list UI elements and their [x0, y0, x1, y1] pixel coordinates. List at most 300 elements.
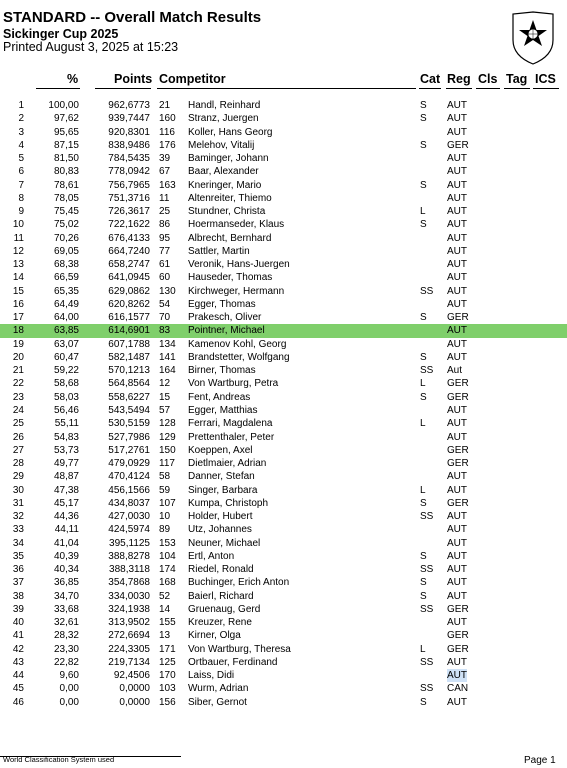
- competitor-name-cell: Von Wartburg, Petra: [188, 378, 279, 390]
- table-row[interactable]: [0, 192, 567, 205]
- table-row[interactable]: [0, 629, 567, 642]
- header-underline: [419, 88, 441, 89]
- table-row[interactable]: [0, 404, 567, 417]
- match-name: Sickinger Cup 2025: [3, 27, 119, 41]
- category-cell: S: [420, 577, 427, 589]
- region-cell: AUT: [447, 351, 467, 363]
- points-cell: 616,1577: [108, 312, 150, 324]
- category-cell: SS: [420, 683, 434, 695]
- category-cell: S: [420, 590, 427, 602]
- points-cell: 354,7868: [108, 577, 150, 589]
- table-row[interactable]: [0, 165, 567, 178]
- category-cell: L: [420, 484, 426, 496]
- percent-cell: 80,83: [53, 166, 79, 178]
- table-row[interactable]: [0, 377, 567, 390]
- competitor-name-cell: Baierl, Richard: [188, 590, 254, 602]
- region-cell: AUT: [447, 272, 467, 284]
- region-cell: AUT: [447, 245, 467, 257]
- category-cell: S: [420, 312, 427, 324]
- category-cell: SS: [420, 656, 434, 668]
- rank-cell: 1: [18, 100, 24, 111]
- category-cell: L: [420, 378, 426, 390]
- table-row[interactable]: [0, 245, 567, 258]
- table-row[interactable]: [0, 603, 567, 616]
- region-cell: AUT: [447, 338, 467, 350]
- category-cell: SS: [420, 511, 434, 523]
- competitor-name-cell: Kirner, Olga: [188, 630, 241, 642]
- header-underline: [504, 88, 530, 89]
- region-cell: Aut: [447, 365, 463, 377]
- points-cell: 272,6694: [108, 630, 150, 642]
- rank-cell: 11: [13, 232, 24, 244]
- points-cell: 219,7134: [108, 656, 150, 668]
- table-row[interactable]: [0, 298, 567, 311]
- competitor-name-cell: Koller, Hans Georg: [188, 126, 273, 138]
- rank-cell: 26: [12, 431, 24, 443]
- region-cell: AUT: [447, 113, 467, 125]
- rank-cell: 12: [12, 245, 24, 257]
- table-row[interactable]: [0, 126, 567, 139]
- competitor-number-cell: 25: [159, 206, 171, 218]
- percent-cell: 63,07: [53, 338, 79, 350]
- table-row[interactable]: [0, 431, 567, 444]
- percent-cell: 0,00: [59, 696, 79, 708]
- region-cell: GER: [447, 378, 469, 390]
- competitor-number-cell: 67: [159, 166, 171, 178]
- category-cell: S: [420, 391, 427, 403]
- category-cell: S: [420, 696, 427, 708]
- percent-cell: 100,00: [48, 100, 79, 111]
- rank-cell: 15: [12, 285, 24, 297]
- percent-cell: 60,47: [53, 351, 79, 363]
- table-row[interactable]: [0, 669, 567, 682]
- table-row[interactable]: [0, 682, 567, 695]
- points-cell: 334,0030: [108, 590, 150, 602]
- category-cell: SS: [420, 365, 434, 377]
- competitor-name-cell: Kreuzer, Rene: [188, 617, 252, 629]
- competitor-number-cell: 141: [159, 351, 176, 363]
- competitor-number-cell: 52: [159, 590, 171, 602]
- percent-cell: 32,61: [53, 617, 79, 629]
- region-cell: AUT: [447, 126, 467, 138]
- region-cell: AUT: [447, 656, 467, 668]
- points-cell: 388,8278: [108, 550, 150, 562]
- percent-cell: 64,49: [53, 298, 79, 310]
- competitor-name-cell: Hauseder, Thomas: [188, 272, 273, 284]
- table-row[interactable]: [0, 444, 567, 457]
- header-underline: [36, 88, 80, 89]
- percent-cell: 36,85: [53, 577, 79, 589]
- region-cell: AUT: [447, 670, 467, 682]
- rank-cell: 6: [18, 166, 24, 178]
- rank-cell: 20: [12, 351, 24, 363]
- region-cell: AUT: [447, 166, 467, 178]
- competitor-name-cell: Singer, Barbara: [188, 484, 258, 496]
- points-cell: 962,6773: [108, 100, 150, 111]
- competitor-name-cell: Siber, Gernot: [188, 696, 247, 708]
- table-row[interactable]: [0, 616, 567, 629]
- percent-cell: 70,26: [53, 232, 79, 244]
- points-cell: 641,0945: [108, 272, 150, 284]
- category-cell: L: [420, 643, 426, 655]
- rank-cell: 13: [12, 259, 24, 271]
- table-row[interactable]: [0, 152, 567, 165]
- percent-cell: 45,17: [53, 497, 79, 509]
- percent-cell: 63,85: [53, 325, 79, 337]
- page-number: Page 1: [524, 755, 556, 766]
- points-cell: 456,1566: [108, 484, 150, 496]
- points-cell: 479,0929: [108, 458, 150, 470]
- competitor-number-cell: 171: [159, 643, 176, 655]
- competitor-number-cell: 83: [159, 325, 171, 337]
- col-header-pct: %: [67, 72, 79, 86]
- competitor-number-cell: 95: [159, 232, 171, 244]
- percent-cell: 58,03: [53, 391, 79, 403]
- category-cell: S: [420, 113, 427, 125]
- rank-cell: 31: [12, 497, 24, 509]
- points-cell: 324,1938: [108, 603, 150, 615]
- competitor-number-cell: 86: [159, 219, 171, 231]
- region-cell: AUT: [447, 206, 467, 218]
- col-header-reg: Reg: [447, 72, 471, 86]
- percent-cell: 33,68: [53, 603, 79, 615]
- competitor-name-cell: Sattler, Martin: [188, 245, 250, 257]
- region-cell: AUT: [447, 537, 467, 549]
- competitor-number-cell: 54: [159, 298, 171, 310]
- region-cell: AUT: [447, 590, 467, 602]
- competitor-number-cell: 104: [159, 550, 176, 562]
- table-row[interactable]: [0, 179, 567, 192]
- competitor-number-cell: 155: [159, 617, 176, 629]
- region-cell: GER: [447, 643, 469, 655]
- percent-cell: 87,15: [53, 139, 79, 151]
- region-cell: AUT: [447, 219, 467, 231]
- points-cell: 0,0000: [119, 683, 150, 695]
- region-cell: GER: [447, 497, 469, 509]
- table-row[interactable]: [0, 324, 567, 337]
- competitor-name-cell: Holder, Hubert: [188, 511, 253, 523]
- competitor-name-cell: Riedel, Ronald: [188, 564, 254, 576]
- percent-cell: 75,02: [53, 219, 79, 231]
- region-cell: AUT: [447, 192, 467, 204]
- competitor-number-cell: 160: [159, 113, 176, 125]
- percent-cell: 64,00: [53, 312, 79, 324]
- points-cell: 726,3617: [108, 206, 150, 218]
- percent-cell: 0,00: [59, 683, 79, 695]
- points-cell: 0,0000: [119, 696, 150, 708]
- rank-cell: 10: [12, 219, 24, 231]
- category-cell: S: [420, 497, 427, 509]
- competitor-name-cell: Koeppen, Axel: [188, 444, 253, 456]
- col-header-points: Points: [114, 72, 153, 86]
- rank-cell: 8: [18, 192, 24, 204]
- competitor-name-cell: Egger, Matthias: [188, 404, 258, 416]
- competitor-name-cell: Prettenthaler, Peter: [188, 431, 275, 443]
- table-row[interactable]: [0, 470, 567, 483]
- points-cell: 751,3716: [108, 192, 150, 204]
- rank-cell: 21: [12, 365, 24, 377]
- table-row[interactable]: [0, 643, 567, 656]
- competitor-number-cell: 14: [159, 603, 171, 615]
- footer-note: World Classification System used: [3, 755, 115, 764]
- region-cell: AUT: [447, 325, 467, 337]
- rank-cell: 36: [12, 564, 24, 576]
- region-cell: GER: [447, 391, 469, 403]
- category-cell: SS: [420, 603, 434, 615]
- rank-cell: 22: [12, 378, 24, 390]
- region-cell: AUT: [447, 564, 467, 576]
- header-underline: [157, 88, 416, 89]
- table-row[interactable]: [0, 112, 567, 125]
- header-underline: [95, 88, 151, 89]
- region-cell: AUT: [447, 232, 467, 244]
- points-cell: 558,6227: [108, 391, 150, 403]
- table-row[interactable]: [0, 364, 567, 377]
- percent-cell: 44,36: [53, 511, 79, 523]
- competitor-number-cell: 164: [159, 365, 176, 377]
- category-cell: L: [420, 206, 426, 218]
- category-cell: S: [420, 139, 427, 151]
- rank-cell: 42: [12, 643, 24, 655]
- region-cell: AUT: [447, 418, 467, 430]
- competitor-number-cell: 61: [159, 259, 171, 271]
- competitor-number-cell: 134: [159, 338, 176, 350]
- competitor-name-cell: Stundner, Christa: [188, 206, 266, 218]
- region-cell: GER: [447, 444, 469, 456]
- percent-cell: 97,62: [53, 113, 79, 125]
- table-row[interactable]: [0, 497, 567, 510]
- competitor-name-cell: Egger, Thomas: [188, 298, 256, 310]
- percent-cell: 78,61: [53, 179, 79, 191]
- region-cell: AUT: [447, 577, 467, 589]
- competitor-name-cell: Hoermanseder, Klaus: [188, 219, 285, 231]
- competitor-name-cell: Gruenaug, Gerd: [188, 603, 261, 615]
- competitor-number-cell: 125: [159, 656, 176, 668]
- header-underline: [476, 88, 500, 89]
- percent-cell: 40,39: [53, 550, 79, 562]
- competitor-name-cell: Danner, Stefan: [188, 471, 255, 483]
- rank-cell: 25: [12, 418, 24, 430]
- table-row[interactable]: [0, 510, 567, 523]
- competitor-number-cell: 10: [159, 511, 171, 523]
- points-cell: 620,8262: [108, 298, 150, 310]
- competitor-name-cell: Baar, Alexander: [188, 166, 259, 178]
- competitor-number-cell: 11: [159, 192, 170, 204]
- competitor-name-cell: Brandstetter, Wolfgang: [188, 351, 290, 363]
- competitor-number-cell: 58: [159, 471, 171, 483]
- competitor-name-cell: Neuner, Michael: [188, 537, 261, 549]
- percent-cell: 41,04: [53, 537, 79, 549]
- table-row[interactable]: [0, 338, 567, 351]
- competitor-number-cell: 57: [159, 404, 171, 416]
- competitor-name-cell: Buchinger, Erich Anton: [188, 577, 290, 589]
- competitor-name-cell: Melehov, Vitalij: [188, 139, 255, 151]
- region-cell: AUT: [447, 550, 467, 562]
- table-row[interactable]: [0, 311, 567, 324]
- region-cell: AUT: [447, 100, 467, 111]
- table-row[interactable]: [0, 523, 567, 536]
- competitor-number-cell: 39: [159, 153, 171, 165]
- points-cell: 778,0942: [108, 166, 150, 178]
- rank-cell: 4: [18, 139, 24, 151]
- points-cell: 470,4124: [108, 471, 150, 483]
- rank-cell: 44: [12, 670, 24, 682]
- percent-cell: 65,35: [53, 285, 79, 297]
- percent-cell: 54,83: [53, 431, 79, 443]
- rank-cell: 32: [12, 511, 24, 523]
- percent-cell: 95,65: [53, 126, 79, 138]
- points-cell: 388,3118: [109, 564, 150, 576]
- rank-cell: 9: [18, 206, 24, 218]
- percent-cell: 58,68: [53, 378, 79, 390]
- percent-cell: 53,73: [53, 444, 79, 456]
- printed-date: Printed August 3, 2025 at 15:23: [3, 40, 179, 54]
- competitor-number-cell: 15: [159, 391, 171, 403]
- rank-cell: 14: [12, 272, 24, 284]
- rank-cell: 40: [12, 617, 24, 629]
- table-row[interactable]: [0, 484, 567, 497]
- percent-cell: 47,38: [53, 484, 79, 496]
- competitor-number-cell: 107: [159, 497, 176, 509]
- competitor-number-cell: 163: [159, 179, 176, 191]
- competitor-number-cell: 117: [159, 458, 175, 470]
- competitor-name-cell: Kamenov Kohl, Georg: [188, 338, 287, 350]
- points-cell: 92,4506: [113, 670, 150, 682]
- percent-cell: 56,46: [53, 404, 79, 416]
- col-header-competitor: Competitor: [159, 72, 226, 86]
- percent-cell: 49,77: [53, 458, 79, 470]
- competitor-number-cell: 129: [159, 431, 176, 443]
- competitor-name-cell: Stranz, Juergen: [188, 113, 259, 125]
- col-header-tag: Tag: [506, 72, 528, 86]
- points-cell: 607,1788: [108, 338, 150, 350]
- points-cell: 722,1622: [108, 219, 150, 231]
- competitor-name-cell: Wurm, Adrian: [188, 683, 249, 695]
- rank-cell: 19: [12, 338, 24, 350]
- table-row[interactable]: [0, 563, 567, 576]
- points-cell: 664,7240: [108, 245, 150, 257]
- region-cell: AUT: [447, 285, 467, 297]
- competitor-name-cell: Prakesch, Oliver: [188, 312, 262, 324]
- report-title: STANDARD -- Overall Match Results: [3, 9, 262, 26]
- competitor-name-cell: Baminger, Johann: [188, 153, 269, 165]
- rank-cell: 35: [12, 550, 24, 562]
- competitor-name-cell: Altenreiter, Thiemo: [188, 192, 272, 204]
- region-cell: CAN: [447, 683, 469, 695]
- competitor-name-cell: Ortbauer, Ferdinand: [188, 656, 278, 668]
- percent-cell: 23,30: [53, 643, 79, 655]
- points-cell: 784,5435: [108, 153, 150, 165]
- points-cell: 582,1487: [108, 351, 150, 363]
- competitor-name-cell: Laiss, Didi: [188, 670, 235, 682]
- header-underline: [533, 88, 559, 89]
- competitor-number-cell: 13: [159, 630, 171, 642]
- region-cell: AUT: [447, 471, 467, 483]
- rank-cell: 45: [12, 683, 24, 695]
- table-row[interactable]: [0, 576, 567, 589]
- competitor-number-cell: 156: [159, 696, 176, 708]
- table-row[interactable]: [0, 258, 567, 271]
- percent-cell: 75,45: [53, 206, 79, 218]
- table-row[interactable]: [0, 205, 567, 218]
- competitor-name-cell: Fent, Andreas: [188, 391, 251, 403]
- competitor-name-cell: Kumpa, Christoph: [188, 497, 269, 509]
- table-row[interactable]: [0, 99, 567, 112]
- points-cell: 517,2761: [108, 444, 150, 456]
- competitor-number-cell: 170: [159, 670, 176, 682]
- col-header-cls: Cls: [478, 72, 498, 86]
- competitor-name-cell: Ferrari, Magdalena: [188, 418, 273, 430]
- competitor-name-cell: Pointner, Michael: [188, 325, 265, 337]
- table-row[interactable]: [0, 139, 567, 152]
- points-cell: 629,0862: [108, 285, 150, 297]
- competitor-number-cell: 89: [159, 524, 171, 536]
- points-cell: 395,1125: [109, 537, 150, 549]
- points-cell: 838,9486: [108, 139, 150, 151]
- table-row[interactable]: [0, 537, 567, 550]
- table-row[interactable]: [0, 417, 567, 430]
- rank-cell: 3: [18, 126, 24, 138]
- table-row[interactable]: [0, 232, 567, 245]
- percent-cell: 34,70: [53, 590, 79, 602]
- rank-cell: 39: [12, 603, 24, 615]
- table-row[interactable]: [0, 271, 567, 284]
- table-row[interactable]: [0, 391, 567, 404]
- rank-cell: 33: [12, 524, 24, 536]
- points-cell: 527,7986: [108, 431, 150, 443]
- percent-cell: 69,05: [53, 245, 79, 257]
- rank-cell: 30: [12, 484, 24, 496]
- rank-cell: 17: [12, 312, 24, 324]
- rank-cell: 27: [12, 444, 24, 456]
- category-cell: S: [420, 179, 427, 191]
- competitor-number-cell: 174: [159, 564, 176, 576]
- col-header-cat: Cat: [420, 72, 441, 86]
- table-row[interactable]: [0, 285, 567, 298]
- table-row[interactable]: [0, 457, 567, 470]
- header-underline: [446, 88, 472, 89]
- table-row[interactable]: [0, 590, 567, 603]
- competitor-name-cell: Handl, Reinhard: [188, 100, 261, 111]
- competitor-number-cell: 116: [159, 126, 175, 138]
- competitor-name-cell: Birner, Thomas: [188, 365, 256, 377]
- points-cell: 920,8301: [108, 126, 150, 138]
- table-row[interactable]: [0, 218, 567, 231]
- table-row[interactable]: [0, 656, 567, 669]
- region-cell: GER: [447, 630, 469, 642]
- table-row[interactable]: [0, 696, 567, 709]
- percent-cell: 22,82: [53, 656, 79, 668]
- region-cell: GER: [447, 312, 469, 324]
- points-cell: 424,5974: [108, 524, 150, 536]
- region-cell: GER: [447, 603, 469, 615]
- category-cell: SS: [420, 285, 434, 297]
- region-cell: AUT: [447, 298, 467, 310]
- table-row[interactable]: [0, 550, 567, 563]
- rank-cell: 34: [12, 537, 24, 549]
- rank-cell: 37: [12, 577, 24, 589]
- points-cell: 530,5159: [108, 418, 150, 430]
- category-cell: S: [420, 351, 427, 363]
- competitor-number-cell: 21: [159, 100, 171, 111]
- competitor-name-cell: Albrecht, Bernhard: [188, 232, 272, 244]
- rank-cell: 16: [12, 298, 24, 310]
- category-cell: S: [420, 219, 427, 231]
- table-row[interactable]: [0, 351, 567, 364]
- region-cell: AUT: [447, 259, 467, 271]
- competitor-number-cell: 60: [159, 272, 171, 284]
- category-cell: S: [420, 100, 427, 111]
